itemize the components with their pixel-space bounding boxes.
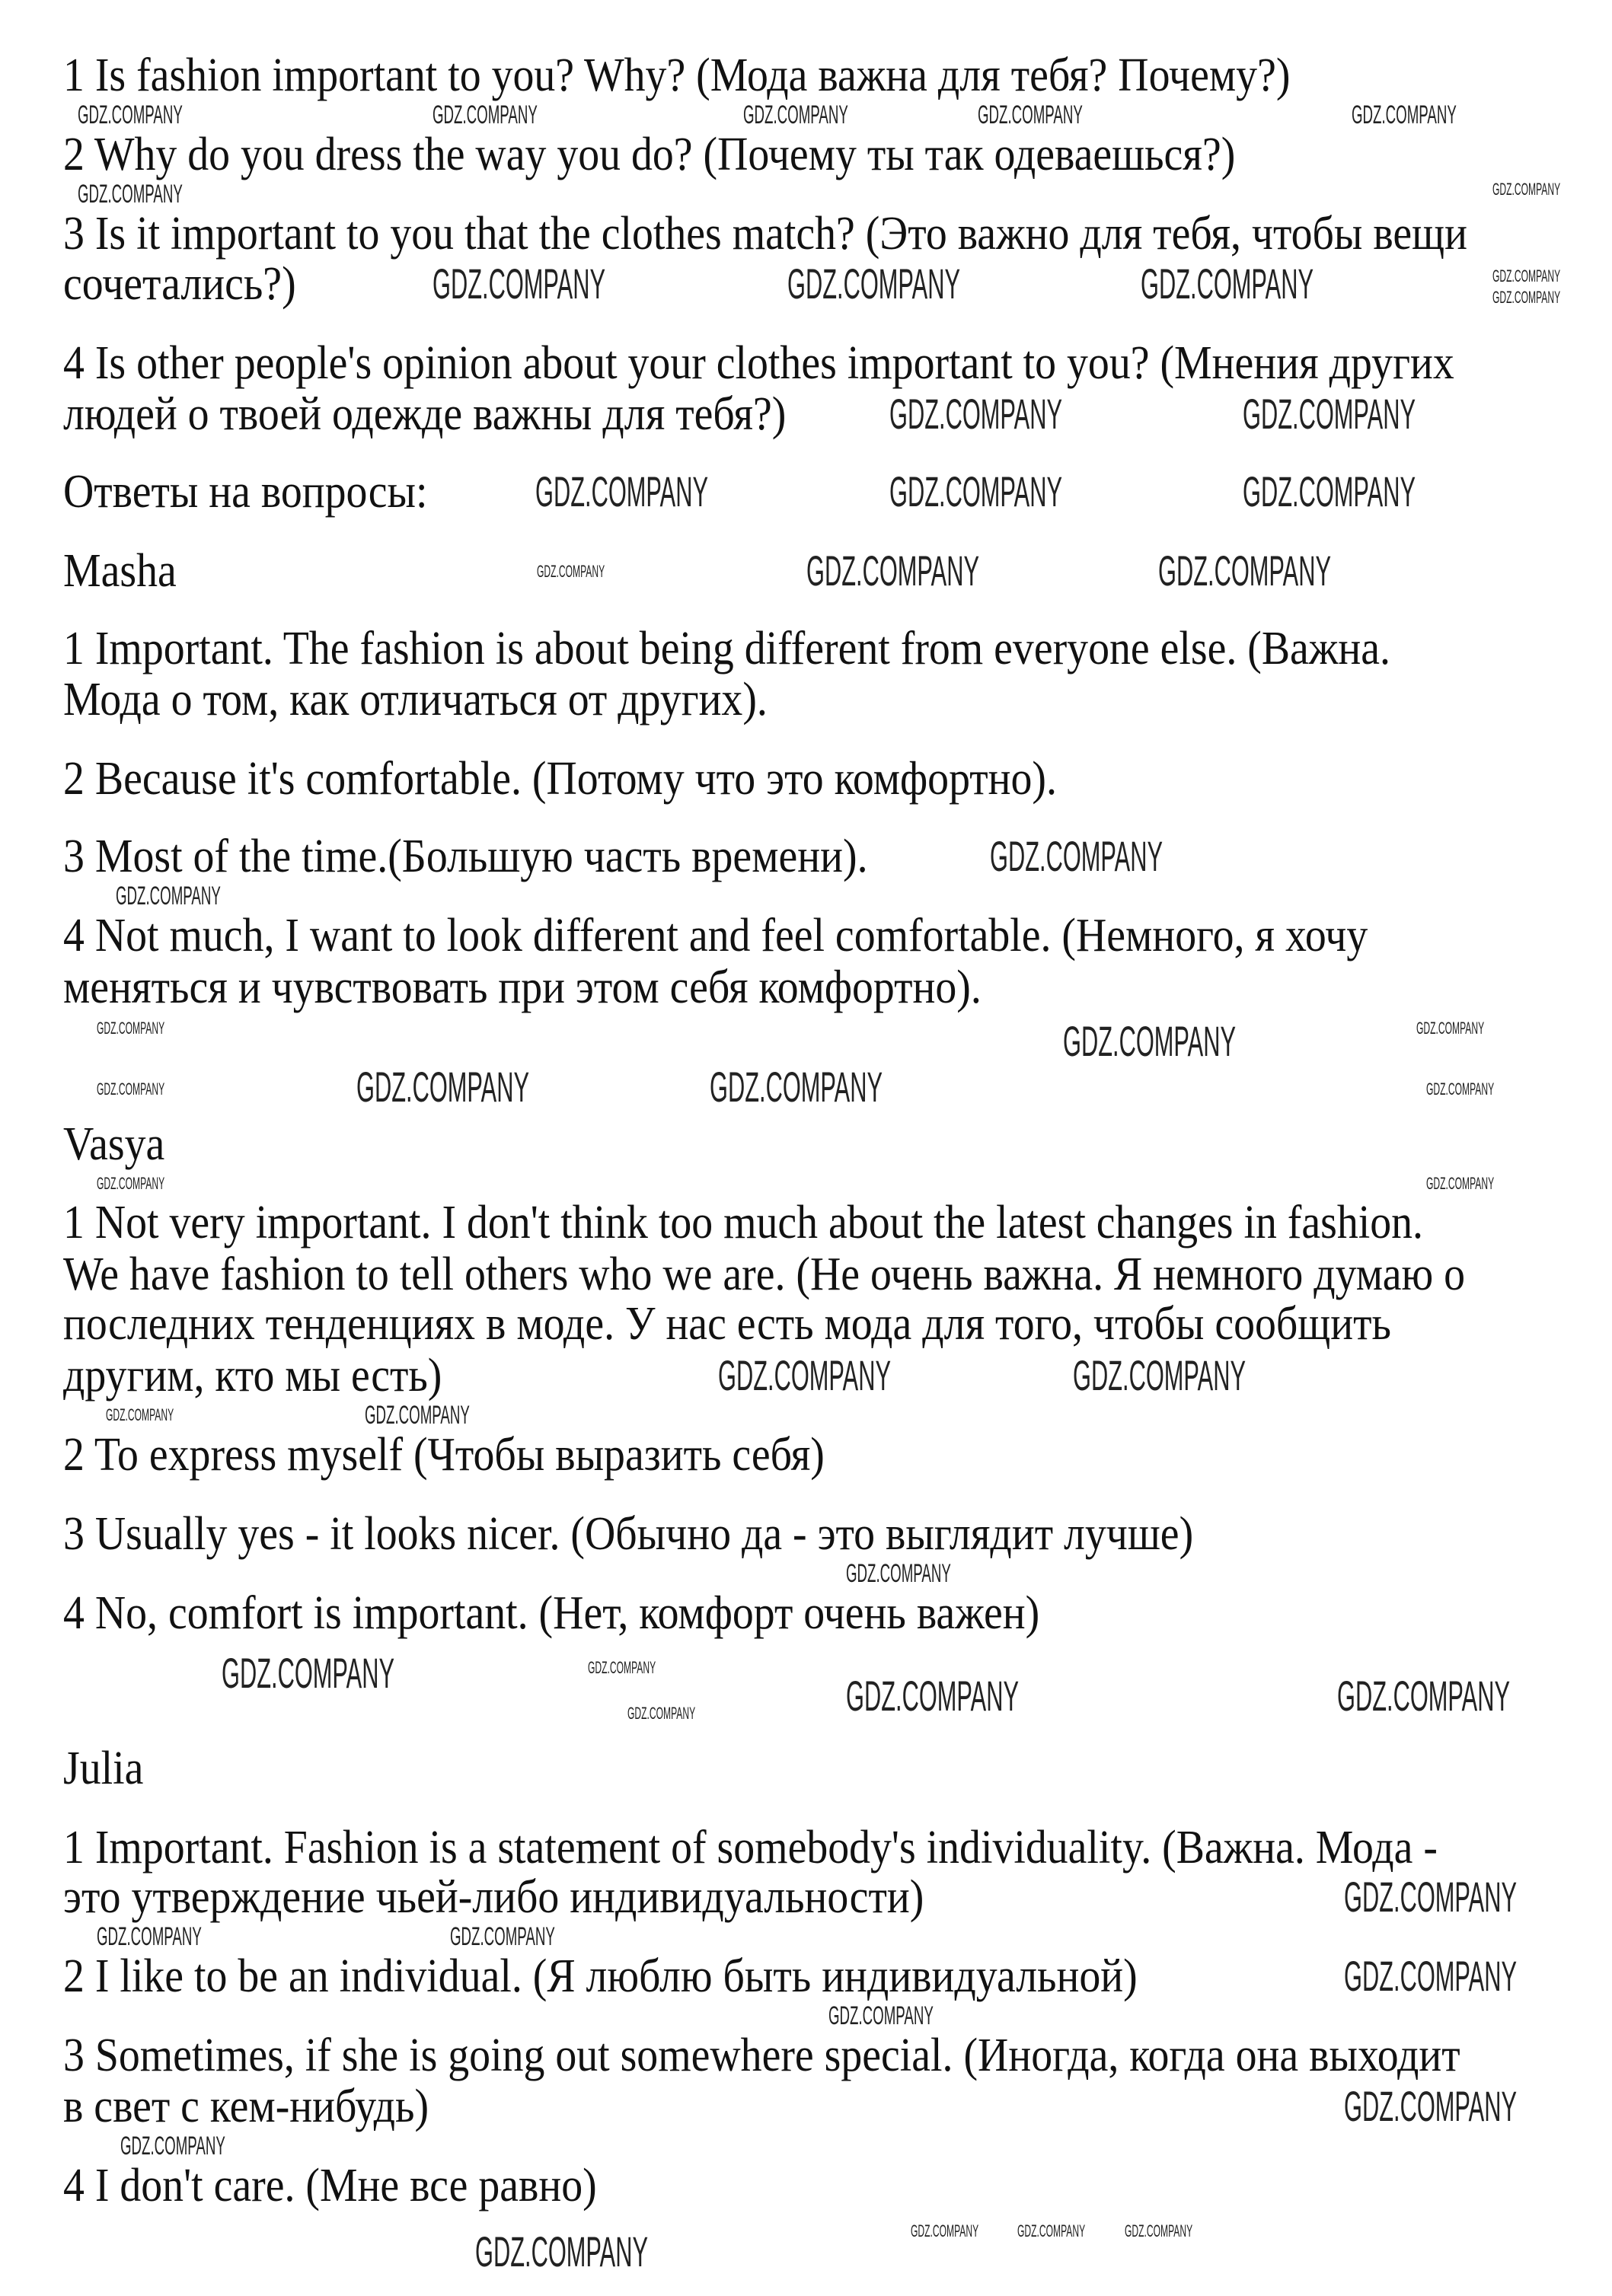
- watermark: GDZ.COMPANY: [1426, 1079, 1495, 1099]
- julia-answer-line: 1 Important. Fashion is a statement of somebody's individuality. (Важна. Мода -: [63, 1822, 1438, 1873]
- vasya-name: Vasya: [63, 1118, 165, 1170]
- watermark: GDZ.COMPANY: [97, 1174, 165, 1193]
- watermark: GDZ.COMPANY: [990, 832, 1164, 880]
- watermark: GDZ.COMPANY: [846, 1559, 951, 1588]
- watermark: GDZ.COMPANY: [120, 2132, 225, 2160]
- watermark: GDZ.COMPANY: [433, 260, 606, 308]
- watermark: GDZ.COMPANY: [222, 1649, 395, 1697]
- watermark: GDZ.COMPANY: [1125, 2221, 1193, 2240]
- watermark: GDZ.COMPANY: [889, 390, 1063, 438]
- watermark: GDZ.COMPANY: [433, 100, 538, 129]
- question-3-cont: сочетались?): [63, 258, 296, 310]
- answers-heading: Ответы на вопросы:: [63, 466, 428, 518]
- watermark: GDZ.COMPANY: [356, 1063, 530, 1111]
- watermark: GDZ.COMPANY: [106, 1405, 174, 1424]
- watermark: GDZ.COMPANY: [806, 547, 980, 595]
- vasya-answer-line: We have fashion to tell others who we are. (Не очень важна. Я немного думаю о: [63, 1248, 1465, 1300]
- watermark: GDZ.COMPANY: [1426, 1174, 1495, 1193]
- masha-answer-line: 3 Most of the time.(Большую часть времени).: [63, 831, 868, 882]
- masha-answer-line: 1 Important. The fashion is about being different from everyone else. (Важна.: [63, 623, 1390, 674]
- watermark: GDZ.COMPANY: [1344, 1952, 1518, 2000]
- watermark: GDZ.COMPANY: [889, 467, 1063, 515]
- watermark: GDZ.COMPANY: [828, 2001, 934, 2030]
- question-4-cont: людей о твоей одежде важны для тебя?): [63, 388, 787, 440]
- masha-answer-line: 2 Because it's comfortable. (Потому что это комфортно).: [63, 753, 1057, 805]
- watermark: GDZ.COMPANY: [710, 1063, 883, 1111]
- watermark: GDZ.COMPANY: [537, 562, 605, 581]
- julia-answer-line: 2 I like to be an individual. (Я люблю быть индивидуальной): [63, 1950, 1138, 2002]
- question-4: 4 Is other people's opinion about your clothes important to you? (Мнения других: [63, 337, 1454, 389]
- vasya-answer-line: другим, кто мы есть): [63, 1350, 442, 1402]
- watermark: GDZ.COMPANY: [743, 100, 848, 129]
- watermark: GDZ.COMPANY: [846, 1672, 1020, 1720]
- watermark: GDZ.COMPANY: [588, 1658, 656, 1677]
- watermark: GDZ.COMPANY: [1492, 266, 1561, 285]
- watermark: GDZ.COMPANY: [718, 1351, 892, 1399]
- watermark: GDZ.COMPANY: [116, 882, 221, 910]
- watermark: GDZ.COMPANY: [1158, 547, 1332, 595]
- watermark: GDZ.COMPANY: [1243, 390, 1416, 438]
- watermark: GDZ.COMPANY: [1337, 1672, 1511, 1720]
- vasya-answer-line: 2 To express myself (Чтобы выразить себя): [63, 1429, 825, 1481]
- masha-answer-line: 4 Not much, I want to look different and feel comfortable. (Немного, я хочу: [63, 910, 1368, 961]
- watermark: GDZ.COMPANY: [1141, 260, 1314, 308]
- question-3: 3 Is it important to you that the clothes match? (Это важно для тебя, чтобы вещи: [63, 208, 1467, 260]
- watermark: GDZ.COMPANY: [1063, 1017, 1237, 1065]
- julia-answer-line: 3 Sometimes, if she is going out somewhere special. (Иногда, когда она выходит: [63, 2030, 1460, 2081]
- watermark: GDZ.COMPANY: [1492, 288, 1561, 307]
- masha-name: Masha: [63, 545, 177, 597]
- watermark: GDZ.COMPANY: [97, 1079, 165, 1099]
- watermark: GDZ.COMPANY: [97, 1019, 165, 1038]
- question-2: 2 Why do you dress the way you do? (Почему ты так одеваешься?): [63, 129, 1236, 180]
- question-1: 1 Is fashion important to you? Why? (Мода важна для тебя? Почему?): [63, 49, 1291, 101]
- watermark: GDZ.COMPANY: [1352, 100, 1457, 129]
- watermark: GDZ.COMPANY: [1492, 180, 1561, 199]
- vasya-answer-line: последних тенденциях в моде. У нас есть мода для того, чтобы сообщить: [63, 1298, 1391, 1350]
- julia-answer-line: в свет с кем-нибудь): [63, 2081, 429, 2132]
- watermark: GDZ.COMPANY: [1243, 467, 1416, 515]
- watermark: GDZ.COMPANY: [365, 1401, 470, 1430]
- watermark: GDZ.COMPANY: [78, 180, 183, 209]
- watermark: GDZ.COMPANY: [1344, 2082, 1518, 2130]
- julia-name: Julia: [63, 1743, 144, 1794]
- julia-answer-line: это утверждение чьей-либо индивидуальности): [63, 1871, 924, 1923]
- watermark: GDZ.COMPANY: [97, 1922, 202, 1951]
- masha-answer-line: Мода о том, как отличаться от других).: [63, 674, 768, 725]
- watermark: GDZ.COMPANY: [1017, 2221, 1086, 2240]
- watermark: GDZ.COMPANY: [627, 1704, 696, 1723]
- watermark: GDZ.COMPANY: [1073, 1351, 1247, 1399]
- vasya-answer-line: 4 No, comfort is important. (Нет, комфорт очень важен): [63, 1587, 1040, 1639]
- watermark: GDZ.COMPANY: [978, 100, 1083, 129]
- julia-answer-line: 4 I don't care. (Мне все равно): [63, 2160, 597, 2211]
- watermark: GDZ.COMPANY: [475, 2227, 649, 2275]
- watermark: GDZ.COMPANY: [787, 260, 961, 308]
- vasya-answer-line: 3 Usually yes - it looks nicer. (Обычно да - это выглядит лучше): [63, 1508, 1194, 1560]
- watermark: GDZ.COMPANY: [450, 1922, 555, 1951]
- vasya-answer-line: 1 Not very important. I don't think too much about the latest changes in fashion.: [63, 1197, 1424, 1248]
- watermark: GDZ.COMPANY: [78, 100, 183, 129]
- masha-answer-line: меняться и чувствовать при этом себя комфортно).: [63, 961, 982, 1013]
- watermark: GDZ.COMPANY: [911, 2221, 979, 2240]
- watermark: GDZ.COMPANY: [1416, 1019, 1485, 1038]
- watermark: GDZ.COMPANY: [535, 467, 709, 515]
- watermark: GDZ.COMPANY: [1344, 1873, 1518, 1921]
